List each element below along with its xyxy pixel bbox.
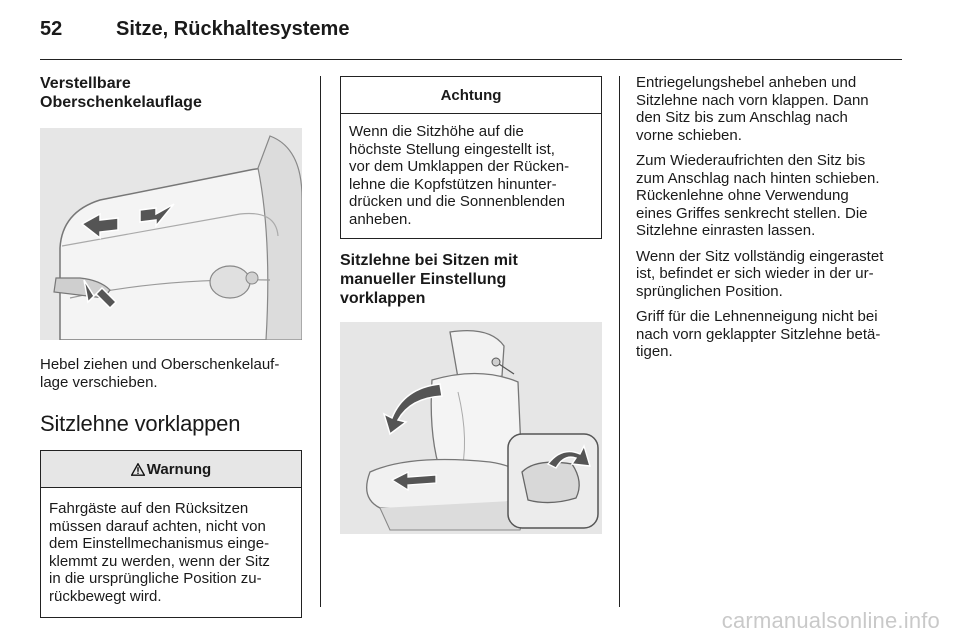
warning-triangle-icon [131,463,145,476]
column-3 [636,74,904,361]
chapter-title: Sitze, Rückhaltesysteme [116,18,350,40]
column-1 [40,74,302,618]
text-line: den Sitz bis zum Anschlag nach [636,109,848,126]
paragraph-engaged [636,248,904,301]
watermark: carmanualsonline.info [721,608,940,633]
manual-seat-fold-heading [340,251,602,308]
caution-box-title: Achtung [341,77,601,114]
text-line: sprünglichen Position. [636,282,783,300]
text-line: vor dem Umklappen der Rücken- [349,158,570,175]
column-divider-1 [320,76,321,607]
text-line: Griff für die Lehnenneigung nicht bei [636,308,878,325]
caution-box-body [341,114,601,238]
text-line: ist, befindet er sich wieder in der ur- [636,265,874,282]
page-header [40,18,349,41]
heading-line: manueller Einstellung [340,271,507,288]
thigh-support-heading [40,74,302,112]
text-line: tigen. [636,343,673,360]
text-line: Wenn die Sitzhöhe auf die [349,123,524,140]
text-line: Wenn der Sitz vollständig eingerastet [636,247,884,265]
text-line: Fahrgäste auf den Rücksitzen [49,500,249,517]
warning-box [40,450,302,618]
page-number: 52 [40,18,63,40]
heading-line: Oberschenkelauflage [40,94,202,111]
heading-line: vorklappen [340,290,426,307]
seat-fold-illustration [340,322,602,534]
heading-line: Sitzlehne bei Sitzen mit [340,252,518,269]
paragraph-handle-warning [636,308,904,361]
text-line: Zum Wiederaufrichten den Sitz bis [636,152,866,169]
text-line: Entriegelungshebel anheben und [636,74,857,91]
text-line: dem Einstellmechanismus einge- [49,535,270,552]
text-line: anheben. [349,210,412,228]
thigh-support-text [40,356,302,391]
text-line: zum Anschlag nach hinten schieben. [636,169,880,187]
text-line: Hebel ziehen und Oberschenkelauf- [40,356,280,373]
text-line: eines Griffes senkrecht stellen. Die [636,204,868,222]
caution-box [340,76,602,239]
text-line: nach vorn geklappter Sitzlehne betä- [636,325,881,343]
text-line: lehne die Kopfstützen hinunter- [349,175,557,193]
text-line: höchste Stellung eingestellt ist, [349,140,555,158]
warning-box-body [41,488,301,617]
text-line: klemmt zu werden, wenn der Sitz [49,552,270,570]
warning-title-text: Warnung [146,461,212,478]
paragraph-raise-seat [636,152,904,240]
text-line: vorne schieben. [636,126,742,144]
paragraph-release-lever [636,74,904,144]
fold-backrest-section-heading: Sitzlehne vorklappen [40,411,241,436]
column-divider-2 [619,76,620,607]
text-line: rückbewegt wird. [49,587,162,605]
text-line: in die ursprüngliche Position zu- [49,570,262,587]
text-line: Sitzlehne nach vorn klappen. Dann [636,91,869,109]
text-line: drücken und die Sonnenblenden [349,193,566,210]
column-2 [340,74,602,534]
thigh-support-illustration [40,128,302,340]
warning-box-title [41,451,301,488]
text-line: müssen darauf achten, nicht von [49,517,266,535]
text-line: lage verschieben. [40,373,158,391]
text-line: Rückenlehne ohne Verwendung [636,187,849,204]
text-line: Sitzlehne einrasten lassen. [636,222,816,239]
heading-line: Verstellbare [40,75,131,92]
header-rule [40,59,902,60]
